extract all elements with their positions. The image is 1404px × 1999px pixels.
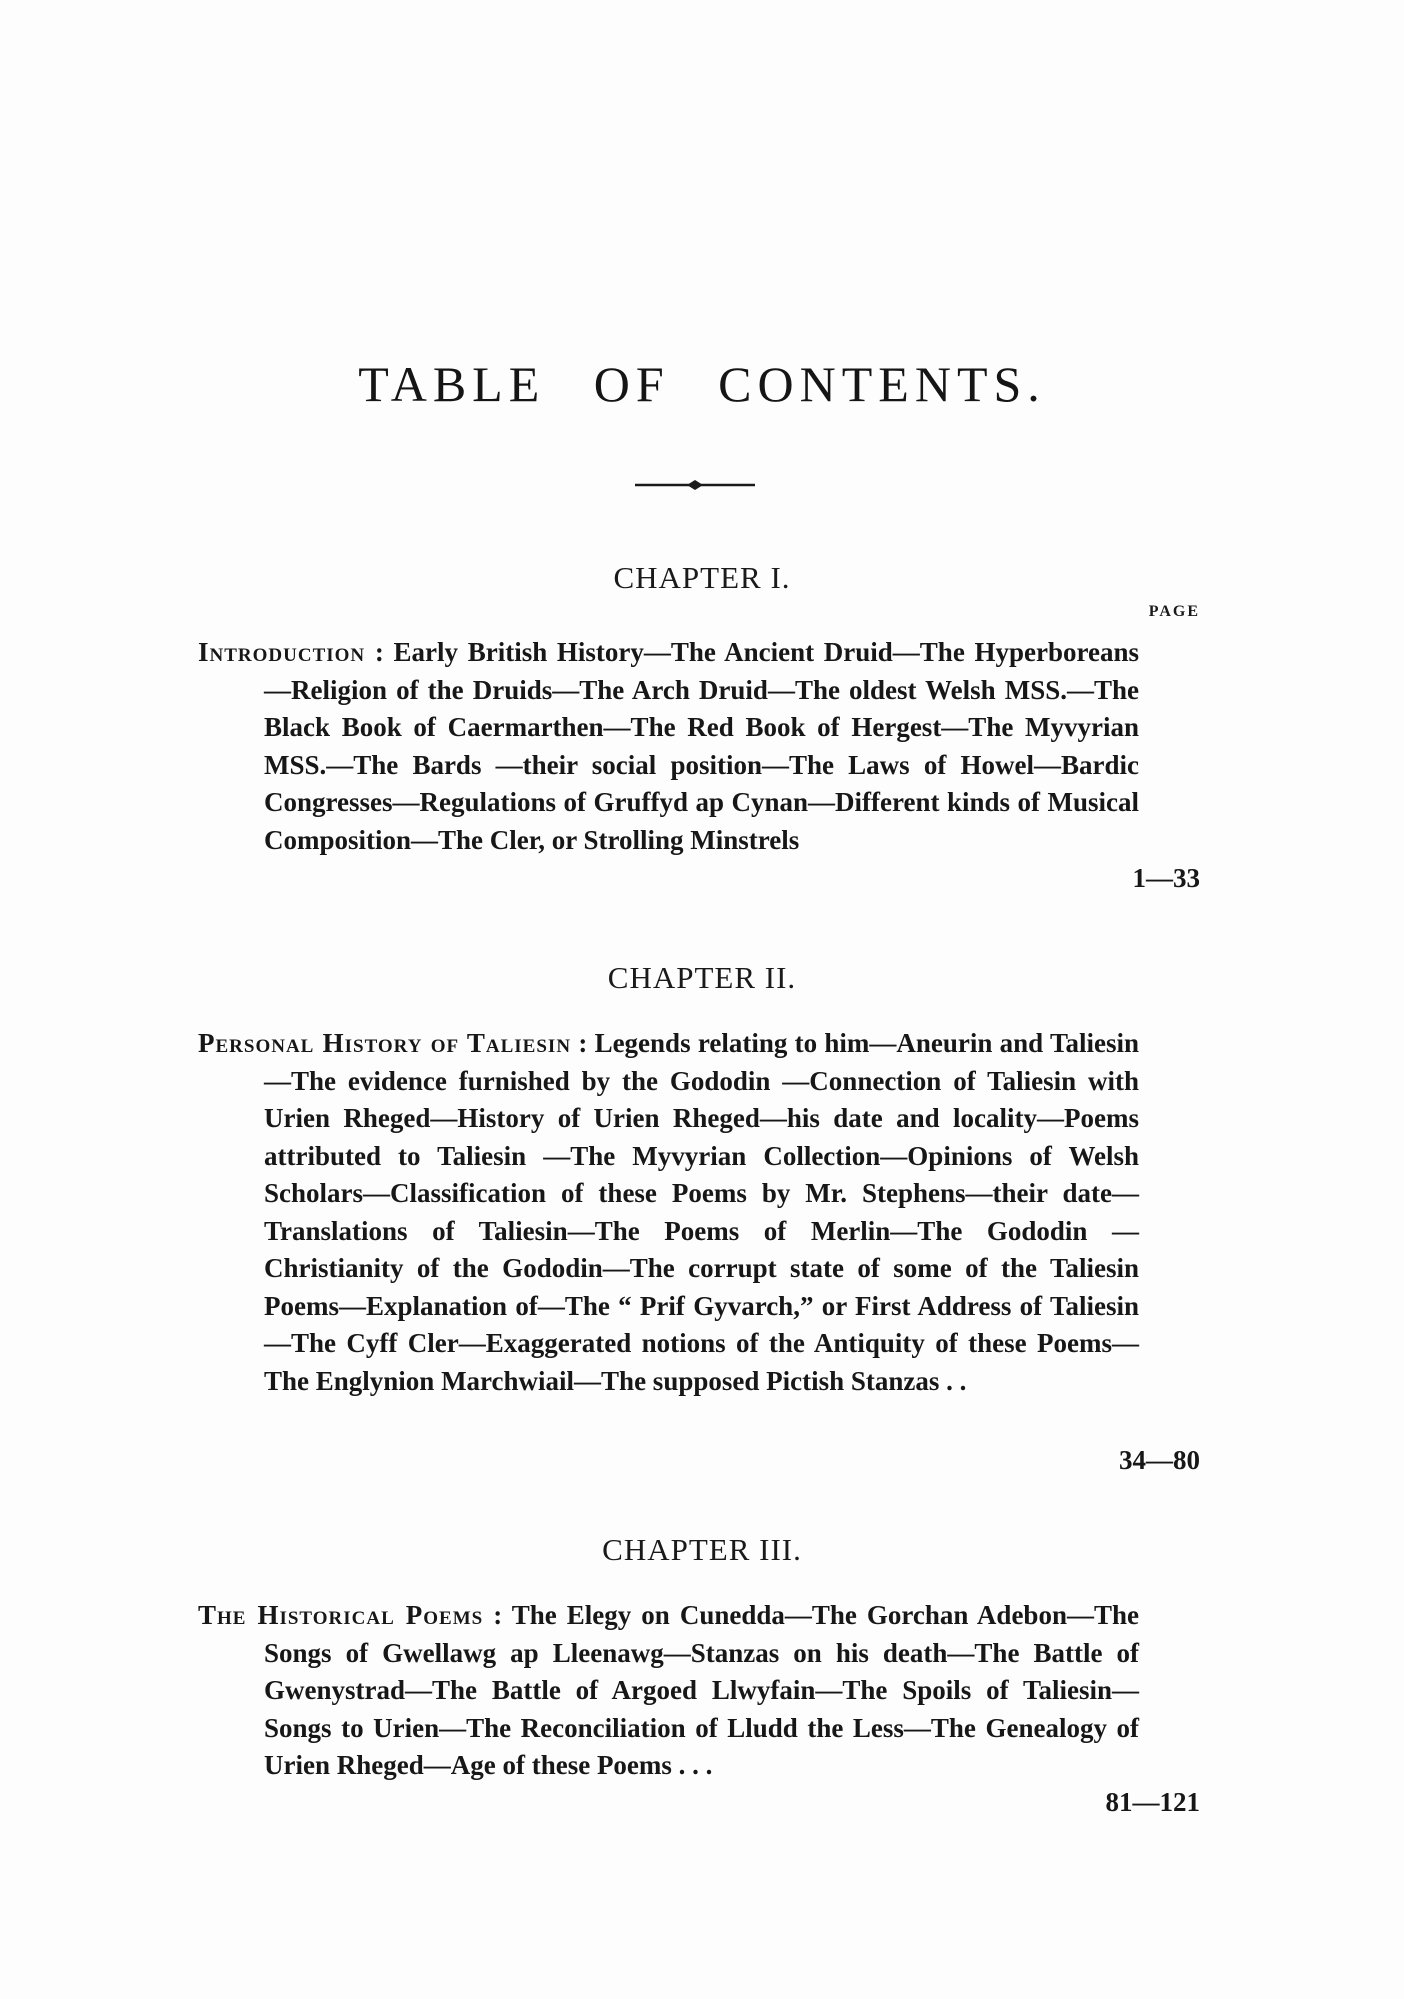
page-title: TABLE OF CONTENTS. xyxy=(358,356,1046,412)
chapter-2-heading: CHAPTER II. xyxy=(607,960,797,995)
chapter-3-description: : The Elegy on Cunedda—The Gorchan Adebon—The Songs of Gwellawg ap Lleenawg—Stanzas on his death—The Battle of Gwenystrad—The Battle of Argoed Llwyfain—The Spoils of Taliesin—Songs to Urien—The Reconciliation of Lludd the Less—The Genealogy of Urien Rheged—Age of these Poems . . . xyxy=(264,1600,1139,1780)
chapter-3-entry xyxy=(198,1597,1139,1785)
chapter-3-title: The Historical Poems xyxy=(198,1600,484,1630)
chapter-1-pages: 1—33 xyxy=(1132,863,1200,893)
chapter-1-heading: CHAPTER I. xyxy=(613,560,791,595)
chapter-1-entry xyxy=(198,634,1139,859)
chapter-2-title: Personal History of Taliesin xyxy=(198,1028,572,1058)
chapter-2-pages: 34—80 xyxy=(1119,1445,1200,1475)
chapter-2-entry xyxy=(198,1025,1139,1400)
chapter-1-title: Introduction xyxy=(198,637,366,667)
chapter-1-description: : Early British History—The Ancient Druid—The Hyperboreans—Religion of the Druids—The Arch Druid—The oldest Welsh MSS.—The Black Book of Caermarthen—The Red Book of Hergest—The Myvyrian MSS.—The Bards —their social position—The Laws of Howel—Bardic Congresses—Regulations of Gruffyd ap Cynan—Different kinds of Musical Composition—The Cler, or Strolling Minstrels xyxy=(264,637,1140,855)
chapter-3-heading: CHAPTER III. xyxy=(602,1532,802,1567)
page-column-label: PAGE xyxy=(1148,603,1200,620)
chapter-3-pages: 81—121 xyxy=(1105,1787,1200,1817)
chapter-2-description: : Legends relating to him—Aneurin and Taliesin—The evidence furnished by the Gododin —Connection of Taliesin with Urien Rheged—History of Urien Rheged—his date and locality—Poems attributed to Taliesin —The Myvyrian Collection—Opinions of Welsh Scholars—Classification of these Poems by Mr. Stephens—their date—Translations of Taliesin—The Poems of Merlin—The Gododin —Christianity of the Gododin—The corrupt state of some of the Taliesin Poems—Explanation of—The “ Prif Gyvarch,” or First Address of Taliesin—The Cyff Cler—Exaggerated notions of the Antiquity of these Poems—The Englynion Marchwiail—The supposed Pictish Stanzas . . xyxy=(264,1028,1139,1396)
ornament-divider-icon xyxy=(635,475,755,495)
